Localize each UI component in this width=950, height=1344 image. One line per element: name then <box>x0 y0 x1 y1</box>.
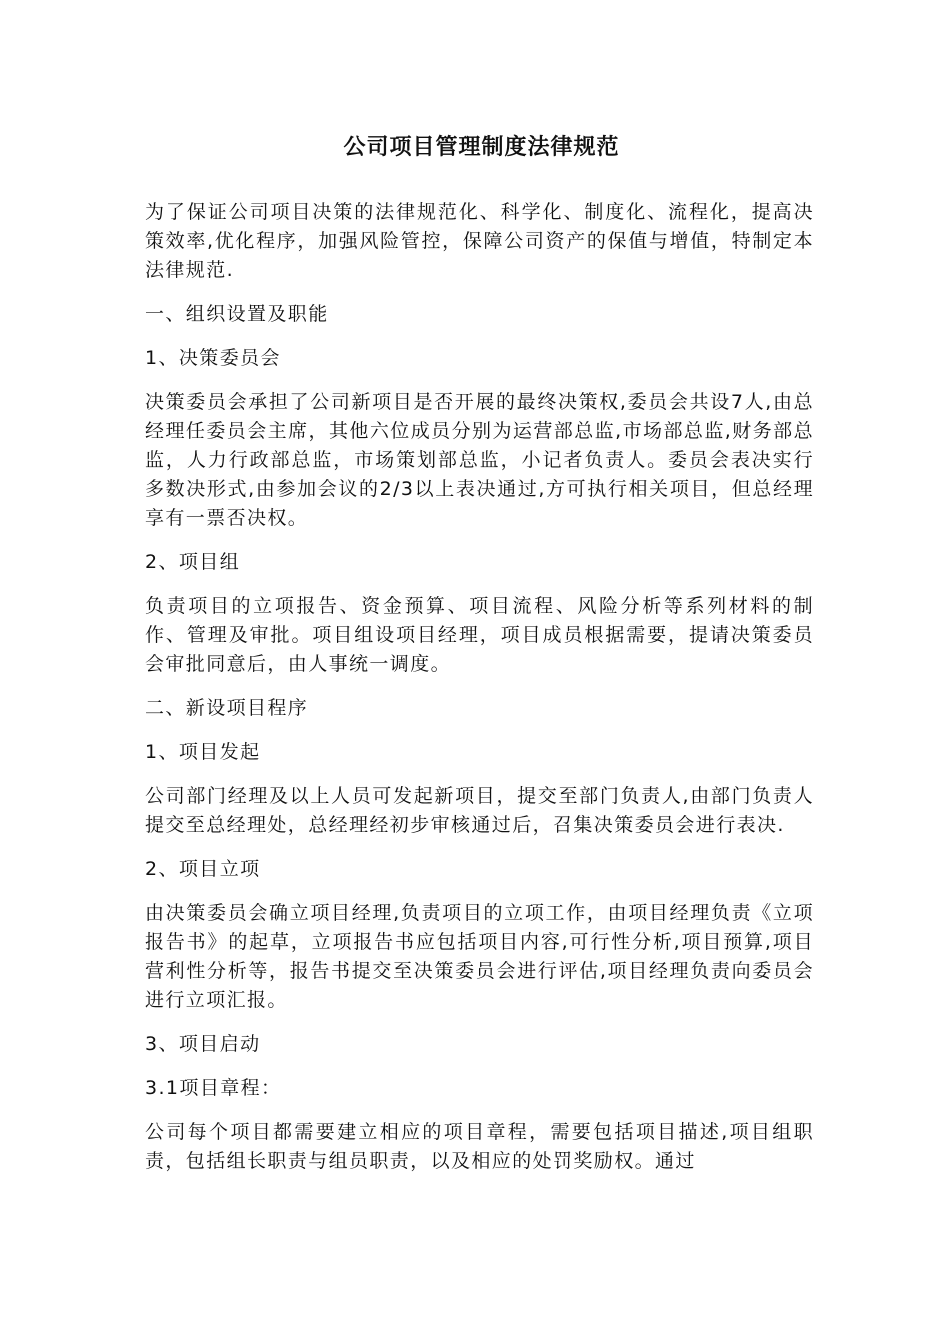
document-title: 公司项目管理制度法律规范 <box>343 135 620 160</box>
section-2-heading: 二、新设项目程序 <box>145 697 309 719</box>
section-2-2-heading: 2、项目立项 <box>145 858 261 880</box>
section-1-heading: 一、组织设置及职能 <box>145 303 329 325</box>
section-2-1-body: 公司部门经理及以上人员可发起新项目，提交至部门负责人,由部门负责人提交至总经理处，总经理经初步审核通过后，召集决策委员会进行表决. <box>145 785 814 836</box>
section-1-2-heading: 2、项目组 <box>145 551 241 573</box>
section-1-1-heading: 1、决策委员会 <box>145 347 281 369</box>
section-2-2-body: 由决策委员会确立项目经理,负责项目的立项工作，由项目经理负责《立项报告书》的起草，立项报告书应包括项目内容,可行性分析,项目预算,项目营利性分析等，报告书提交至决策委员会进行评估,项目经理负责向委员会进行立项汇报。 <box>145 902 814 1011</box>
section-1-1-body: 决策委员会承担了公司新项目是否开展的最终决策权,委员会共设7人,由总经理任委员会主席，其他六位成员分别为运营部总监,市场部总监,财务部总监，人力行政部总监，市场策划部总监，小记者负责人。委员会表决实行多数决形式,由参加会议的2/3以上表决通过,方可执行相关项目，但总经理享有一票否决权。 <box>145 391 814 529</box>
intro-paragraph: 为了保证公司项目决策的法律规范化、科学化、制度化、流程化，提高决策效率,优化程序，加强风险管控，保障公司资产的保值与增值，特制定本法律规范. <box>145 201 814 281</box>
section-2-3-1-body: 公司每个项目都需要建立相应的项目章程，需要包括项目描述,项目组职责，包括组长职责与组员职责，以及相应的处罚奖励权。通过 <box>145 1121 814 1172</box>
section-2-3-heading: 3、项目启动 <box>145 1033 261 1055</box>
section-2-3-1-heading: 3.1项目章程： <box>145 1077 282 1099</box>
section-2-1-heading: 1、项目发起 <box>145 741 261 763</box>
section-1-2-body: 负责项目的立项报告、资金预算、项目流程、风险分析等系列材料的制作、管理及审批。项目组设项目经理，项目成员根据需要，提请决策委员会审批同意后，由人事统一调度。 <box>145 595 814 675</box>
